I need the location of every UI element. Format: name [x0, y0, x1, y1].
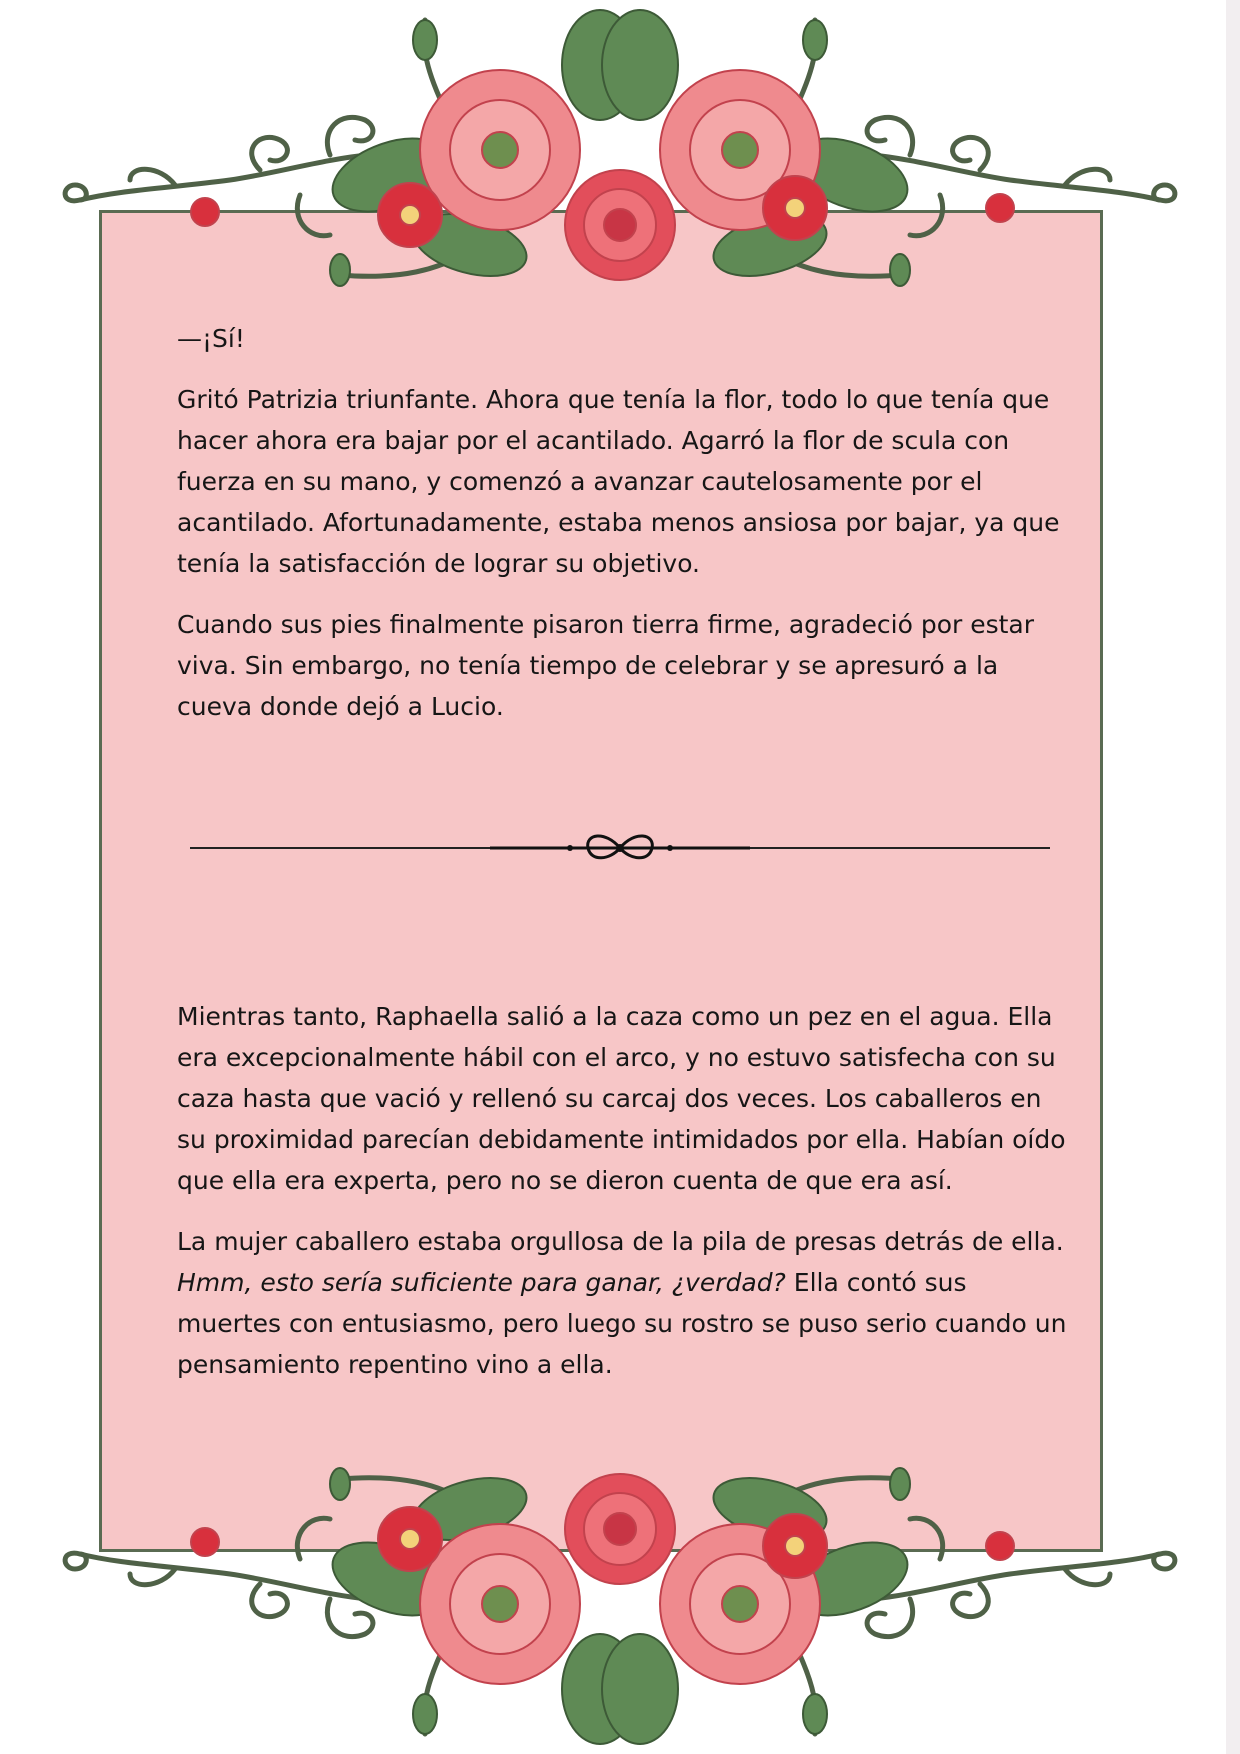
paragraph: Cuando sus pies finalmente pisaron tierra firme, agradeció por estar viva. Sin embargo, no tenía tiempo de celebrar y se apresuró a la cueva donde dejó a Lucio.	[177, 610, 1035, 721]
text-run: Ella contó sus muertes con entusiasmo, pero luego su rostro se puso serio cuando un pensamiento repentino vino a ella.	[177, 1268, 1067, 1379]
floral-ornament-icon	[0, 1414, 1240, 1754]
text-section-2	[177, 996, 1077, 1405]
text-section-1	[177, 318, 1077, 747]
italic-thought: Hmm, esto sería suficiente para ganar, ¿verdad?	[177, 1268, 786, 1297]
flourish-divider-icon	[190, 820, 1050, 880]
paragraph	[177, 1221, 1077, 1385]
paragraph: —¡Sí!	[177, 324, 245, 353]
floral-ornament-icon	[0, 0, 1240, 340]
paragraph: Gritó Patrizia triunfante. Ahora que tenía la flor, todo lo que tenía que hacer ahora era bajar por el acantilado. Agarró la flor de scula con fuerza en su mano, y comenzó a avanzar cautelosamente por el acantilado. Afortunadamente, estaba menos ansiosa por bajar, ya que tenía la satisfacción de lograr su objetivo.	[177, 385, 1060, 578]
text-run: La mujer caballero estaba orgullosa de la pila de presas detrás de ella.	[177, 1227, 1064, 1256]
paragraph: Mientras tanto, Raphaella salió a la caza como un pez en el agua. Ella era excepcionalmente hábil con el arco, y no estuvo satisfecha con su caza hasta que vació y rellenó su carcaj dos veces. Los caballeros en su proximidad parecían debidamente intimidados por ella. Habían oído que ella era experta, pero no se dieron cuenta de que era así.	[177, 1002, 1066, 1195]
